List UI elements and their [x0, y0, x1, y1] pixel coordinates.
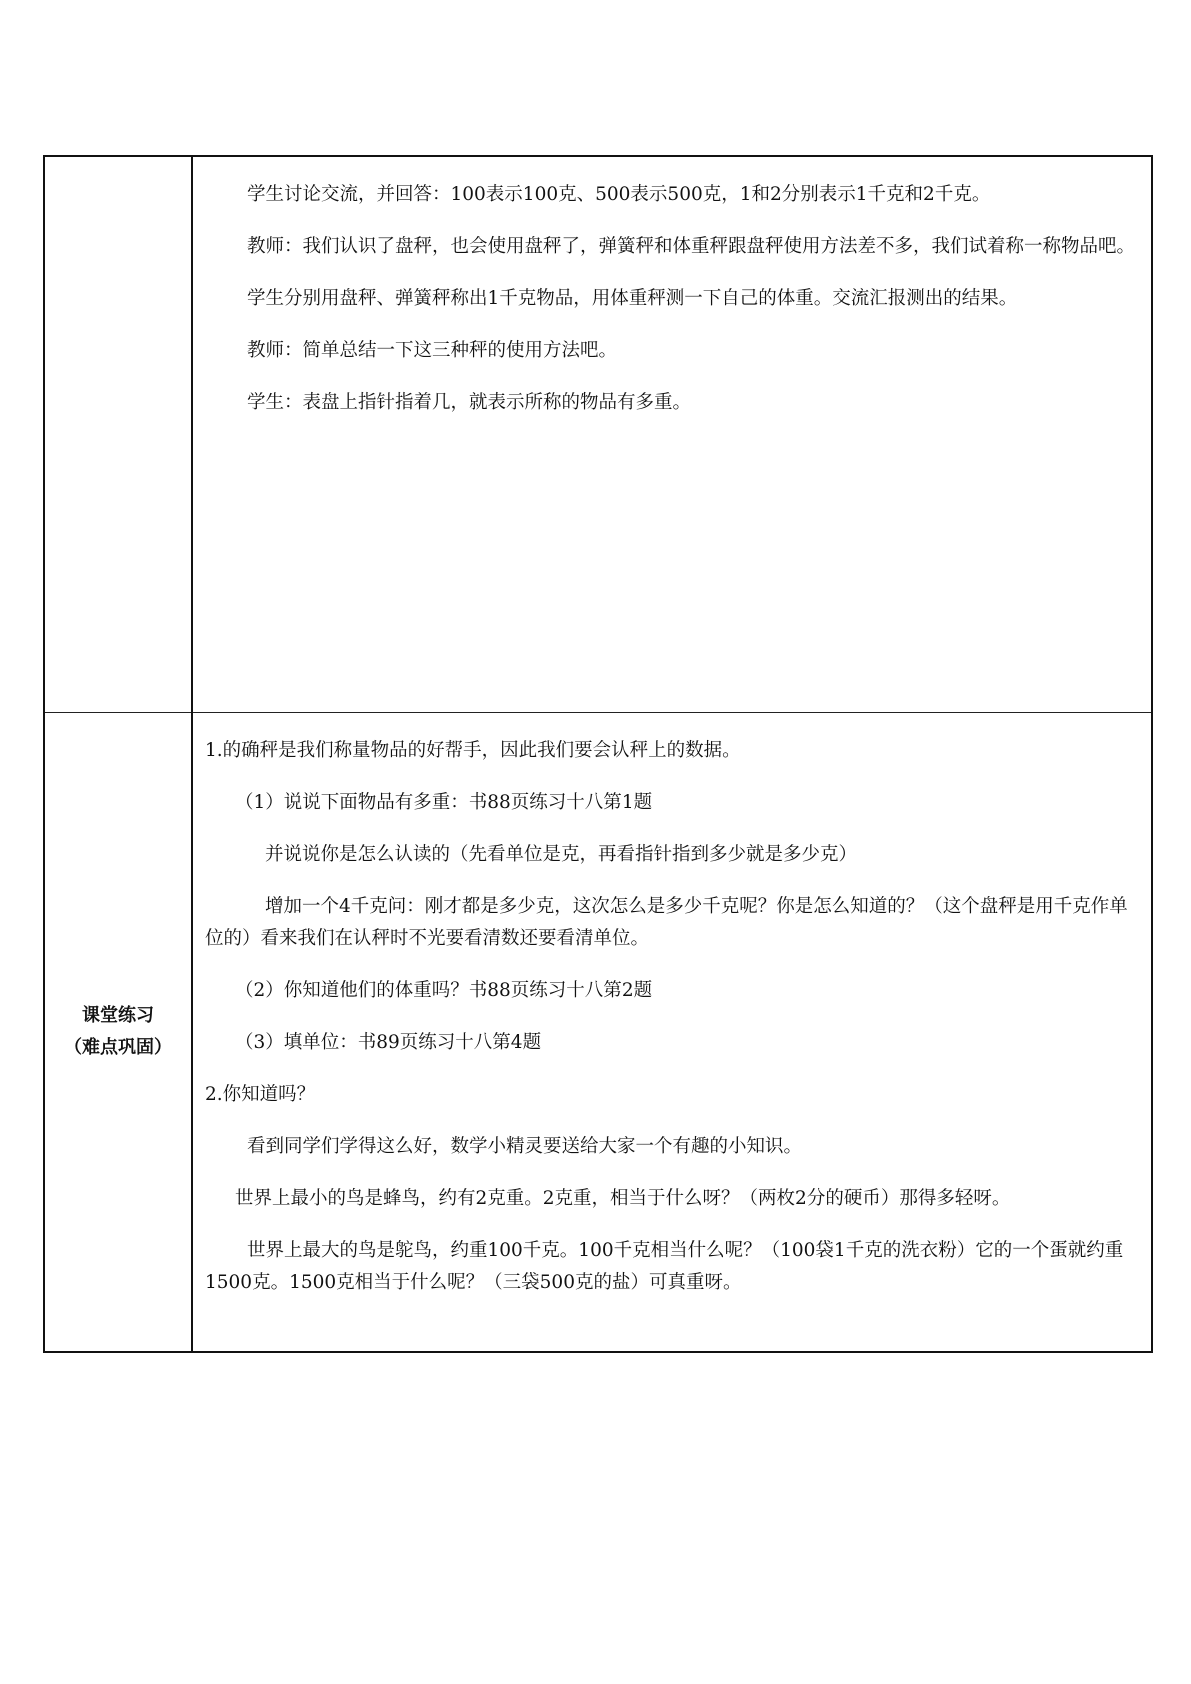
paragraph: 并说说你是怎么认读的（先看单位是克，再看指针指到多少就是多少克） — [265, 843, 858, 865]
paragraph: 世界上最小的鸟是蜂鸟，约有2克重。2克重，相当于什么呀？（两枚2分的硬币）那得多轻呀。 — [235, 1187, 1011, 1209]
paragraph: （2）你知道他们的体重吗？书88页练习十八第2题 — [235, 979, 653, 1001]
lesson-plan-table — [43, 155, 1153, 1353]
paragraph: 教师：简单总结一下这三种秤的使用方法吧。 — [247, 340, 618, 361]
paragraph: 学生讨论交流，并回答：100表示100克、500表示500克，1和2分别表示1千克和2千克。 — [247, 184, 991, 205]
row-label-cell — [44, 156, 192, 712]
row-label — [45, 1000, 191, 1064]
paragraph: 教师：我们认识了盘秤，也会使用盘秤了，弹簧秤和体重秤跟盘秤使用方法差不多，我们试着称一称物品吧。 — [247, 236, 1136, 257]
table-row-process — [44, 156, 1152, 712]
row-content-cell — [192, 712, 1152, 1352]
paragraph: 2.你知道吗？ — [205, 1083, 316, 1105]
row-content-cell — [192, 156, 1152, 712]
paragraph: 学生分别用盘秤、弹簧秤称出1千克物品，用体重秤测一下自己的体重。交流汇报测出的结果。 — [247, 288, 1018, 309]
paragraph: 世界上最大的鸟是鸵鸟，约重100千克。100千克相当什么呢？（100袋1千克的洗衣粉）它的一个蛋就约重1500克。1500克相当于什么呢？（三袋500克的盐）可真重呀。 — [205, 1239, 1124, 1293]
row-content — [193, 713, 1151, 1299]
paragraph: 增加一个4千克问：刚才都是多少克，这次怎么是多少千克呢？你是怎么知道的？（这个盘秤是用千克作单位的）看来我们在认秤时不光要看清数还要看清单位。 — [205, 895, 1128, 949]
paragraph: 1.的确秤是我们称量物品的好帮手，因此我们要会认秤上的数据。 — [205, 739, 741, 761]
row-label-cell — [44, 712, 192, 1352]
row-label-line-2: （难点巩固） — [64, 1036, 172, 1058]
row-label-line-1: 课堂练习 — [82, 1004, 154, 1026]
paragraph: 看到同学们学得这么好，数学小精灵要送给大家一个有趣的小知识。 — [247, 1135, 803, 1157]
paragraph: 学生：表盘上指针指着几，就表示所称的物品有多重。 — [247, 392, 692, 413]
paragraph: （3）填单位：书89页练习十八第4题 — [235, 1031, 542, 1053]
row-content — [193, 157, 1151, 419]
paragraph: （1）说说下面物品有多重：书88页练习十八第1题 — [235, 791, 653, 813]
table-row-practice — [44, 712, 1152, 1352]
